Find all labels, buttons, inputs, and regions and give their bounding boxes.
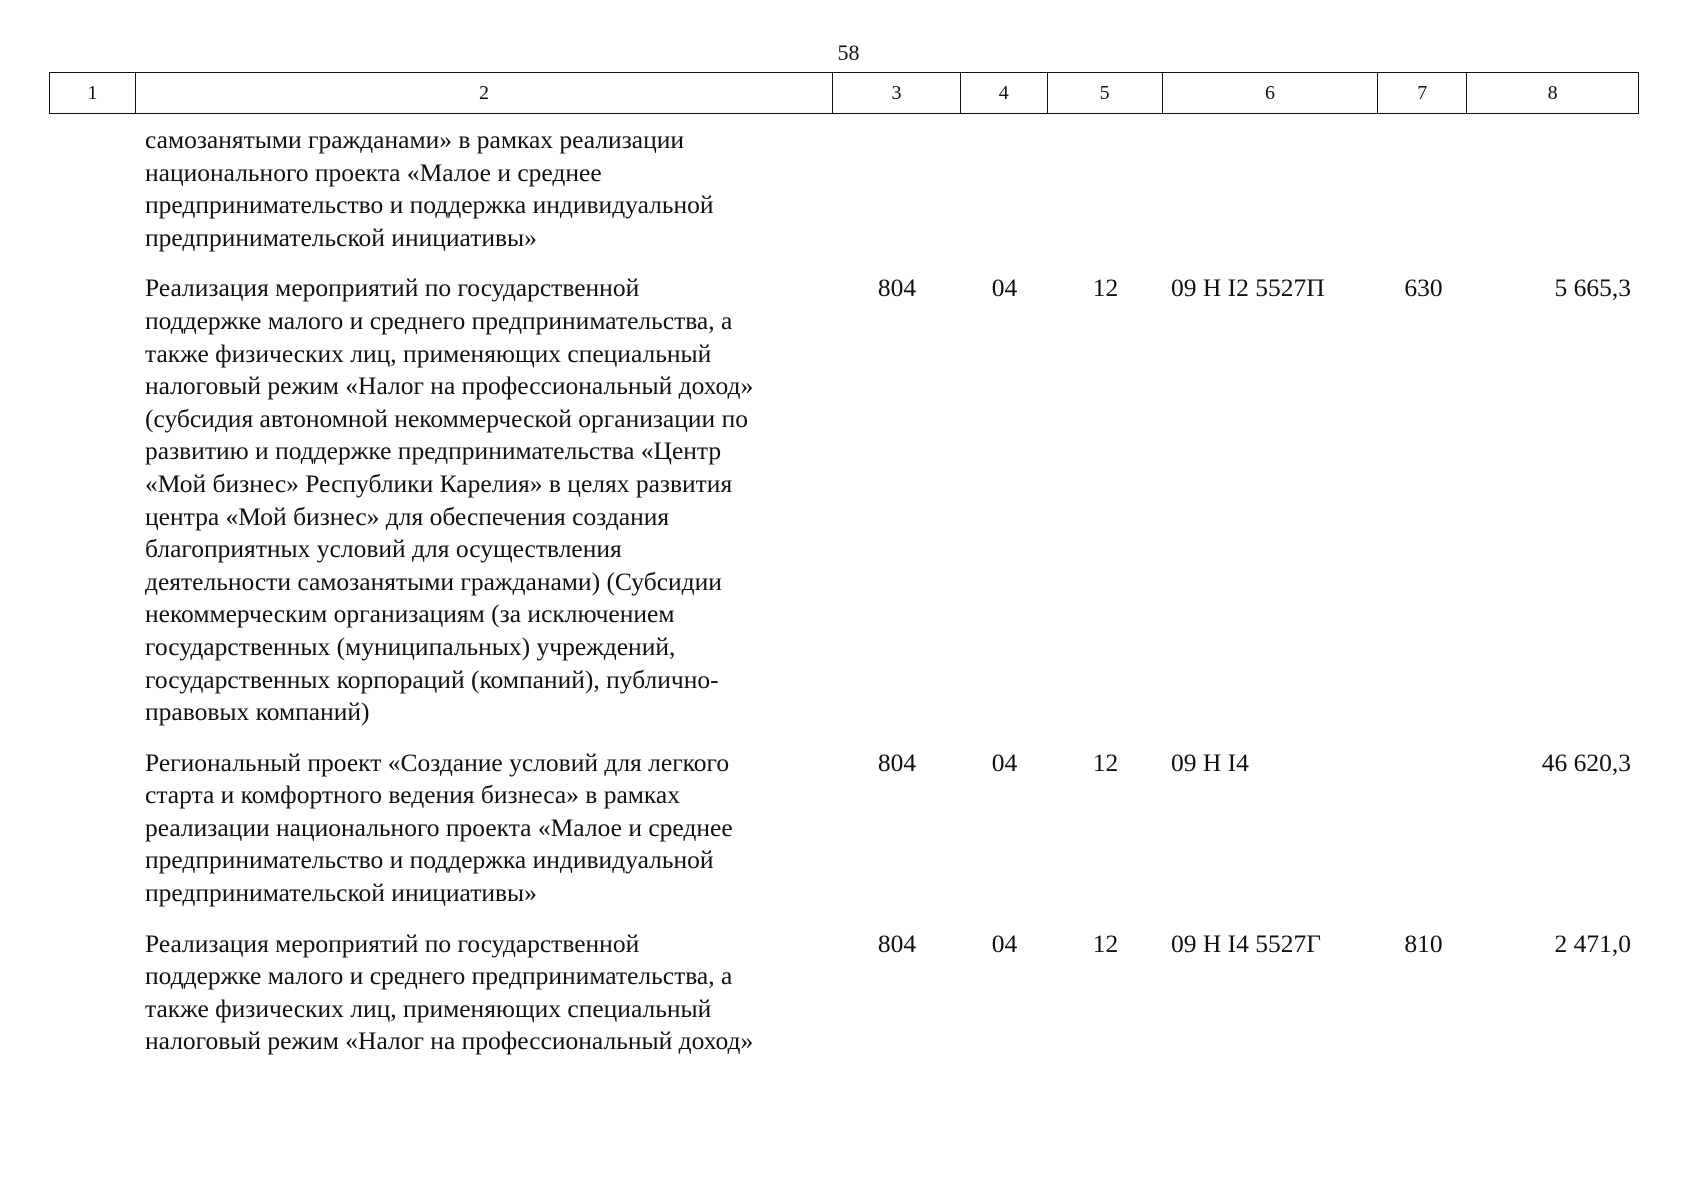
- row-expense-type: 630: [1404, 273, 1443, 303]
- row-section-code: 04: [991, 928, 1018, 958]
- row-target-code: 09 Н I4: [1171, 747, 1249, 777]
- row-ministry-code: 804: [877, 747, 917, 777]
- row-expense-type: 810: [1404, 928, 1443, 958]
- header-col-1: 1: [50, 73, 136, 113]
- row-target-code: 09 Н I2 5527П: [1171, 273, 1325, 303]
- row-section-code: [961, 124, 1048, 254]
- header-col-3: 3: [833, 73, 961, 113]
- header-col-6: 6: [1163, 73, 1379, 113]
- row-ministry-code: [833, 124, 961, 254]
- row-target-code: [1163, 124, 1379, 254]
- table-row: [49, 928, 1639, 1058]
- row-amount: [1468, 124, 1639, 254]
- row-description: самозанятыми гражданами» в рамках реализации национального проекта «Малое и среднее предпринимательство и поддержка индивидуальной предпринимательской инициативы»: [145, 125, 714, 252]
- row-description: Реализация мероприятий по государственной поддержке малого и среднего предпринимательства, а также физических лиц, применяющих специальный налоговый режим «Налог на профессиональный доход»: [145, 928, 754, 1056]
- header-col-2: 2: [136, 73, 833, 113]
- table-row: [49, 124, 1639, 254]
- row-amount: 2 471,0: [1554, 928, 1631, 958]
- row-expense-type: [1379, 124, 1468, 254]
- row-section-code: 04: [991, 747, 1018, 777]
- row-section-code: 04: [991, 273, 1018, 303]
- row-subsection-code: 12: [1092, 273, 1119, 303]
- row-ministry-code: 804: [877, 928, 917, 958]
- table-body: [49, 124, 1639, 1076]
- row-description: Региональный проект «Создание условий для легкого старта и комфортного ведения бизнеса» в рамках реализации национального проекта «Малое и среднее предпринимательство и поддержка индивидуальной предпринимательской инициативы»: [145, 747, 733, 908]
- row-ministry-code: 804: [877, 273, 917, 303]
- table-row: [49, 747, 1639, 910]
- header-col-7: 7: [1378, 73, 1467, 113]
- header-col-8: 8: [1547, 81, 1558, 104]
- table-header: [49, 72, 1639, 114]
- row-subsection-code: 12: [1092, 747, 1119, 777]
- header-col-4: 4: [961, 73, 1048, 113]
- header-col-5: 5: [1048, 73, 1163, 113]
- row-subsection-code: 12: [1092, 928, 1119, 958]
- row-amount: 5 665,3: [1554, 273, 1631, 303]
- row-subsection-code: [1048, 124, 1163, 254]
- row-target-code: 09 Н I4 5527Г: [1171, 928, 1322, 958]
- table-row: [49, 272, 1639, 728]
- page-number: 58: [837, 40, 860, 65]
- row-expense-type: [1379, 747, 1468, 910]
- row-amount: 46 620,3: [1541, 747, 1631, 777]
- row-description: Реализация мероприятий по государственной поддержке малого и среднего предпринимательства, а также физических лиц, применяющих специальный налоговый режим «Налог на профессиональный доход» (субсидия автономной некоммерческой организации по развитию и поддержке предпринимательства «Центр «Мой бизнес» Республики Карелия» в целях развития центра «Мой бизнес» для обеспечения создания благоприятных условий для осуществления деятельности самозанятыми гражданами) (Субсидии некоммерческим организациям (за исключением государственных (муниципальных) учреждений, государственных корпораций (компаний), публично- правовых компаний): [145, 273, 754, 727]
